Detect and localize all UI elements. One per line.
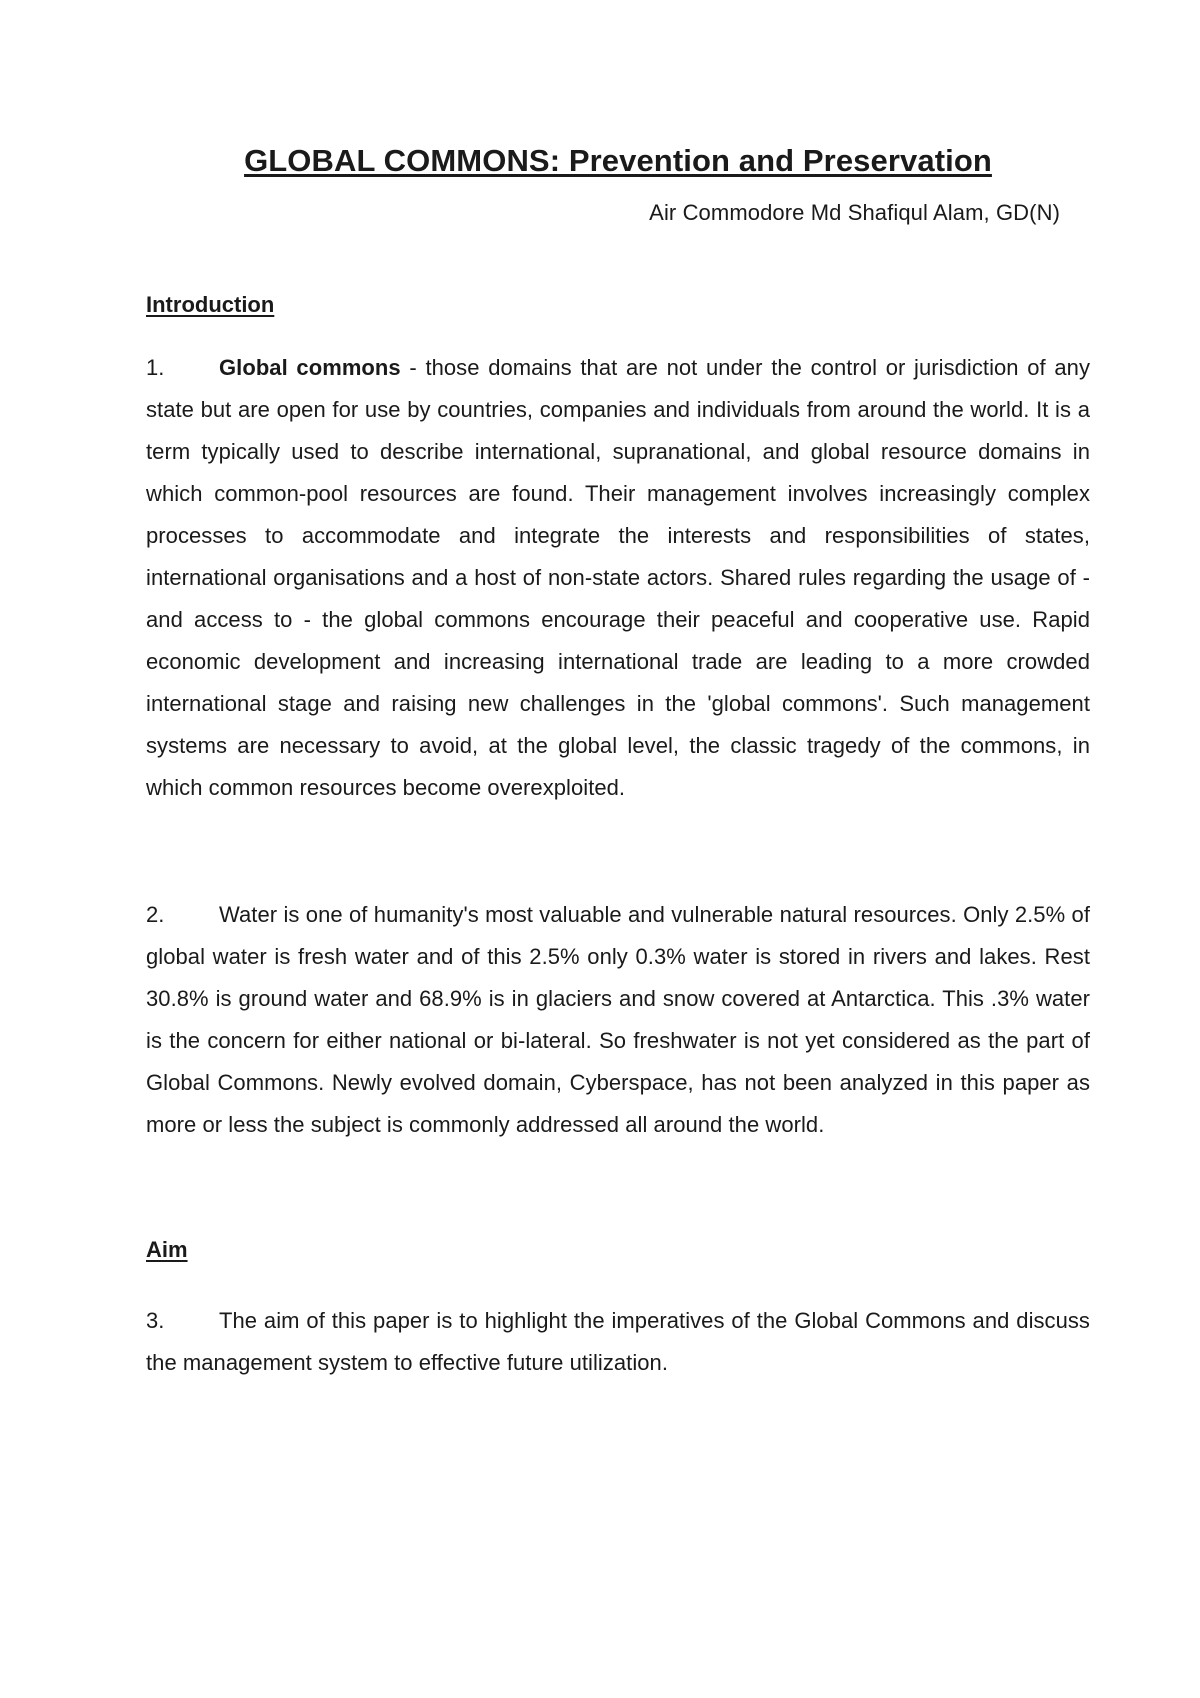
paragraph-2 [146,894,1090,1146]
paragraph-number: 2. [146,902,165,927]
paragraph-text: Water is one of humanity's most valuable and vulnerable natural resources. Only 2.5% of global water is fresh water and of this 2.5% only 0.3% water is stored in rivers and lakes. Rest 30.8% is ground water and 68.9% is in glaciers and snow covered at Antarctica. This .3% water is the concern for either national or bi-lateral. So freshwater is not yet considered as the part of Global Commons. Newly evolved domain, Cyberspace, has not been analyzed in this paper as more or less the subject is commonly addressed all around the world. [146,902,1090,1137]
aim-heading: Aim [146,1237,188,1262]
document-title: GLOBAL COMMONS: Prevention and Preservation [244,143,992,178]
paragraph-number: 3. [146,1308,165,1333]
introduction-heading: Introduction [146,292,275,317]
paragraph-3 [146,1300,1090,1384]
defined-term: Global commons [219,355,401,380]
paragraph-number: 1. [146,355,165,380]
paragraph-text: - those domains that are not under the control or jurisdiction of any state but are open for use by countries, companies and individuals from around the world. It is a term typically used to describe international, supranational, and global resource domains in which common-pool resources are found. Their management involves increasingly complex processes to accommodate and integrate the interests and responsibilities of states, international organisations and a host of non-state actors. Shared rules regarding the usage of - and access to - the global commons encourage their peaceful and cooperative use. Rapid economic development and increasing international trade are leading to a more crowded international stage and raising new challenges in the 'global commons'. Such management systems are necessary to avoid, at the global level, the classic tragedy of the commons, in which common resources become overexploited. [146,355,1091,800]
paragraph-1 [146,347,1090,809]
paragraph-text: The aim of this paper is to highlight the imperatives of the Global Commons and discuss the management system to effective future utilization. [146,1308,1090,1375]
author-line: Air Commodore Md Shafiqul Alam, GD(N) [649,200,1060,225]
